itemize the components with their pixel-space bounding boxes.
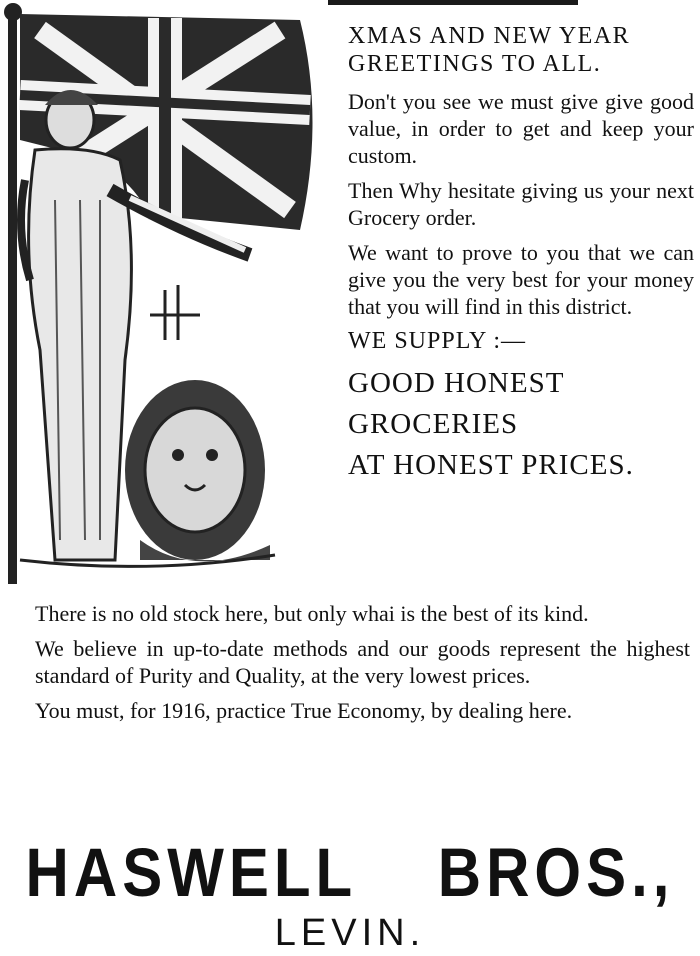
paragraph-methods: We believe in up-to-date methods and our goods represent the highest standard of Purity and Quality, at the very lowest prices.	[35, 636, 690, 688]
ship-masts	[150, 285, 200, 340]
supply-heading: WE SUPPLY :—	[348, 328, 527, 354]
paragraph-prove: We want to prove to you that we can give you the very best for your money that you will find in this district.	[348, 240, 694, 319]
britannia-lion-illustration	[0, 0, 330, 590]
supply-line-2: GROCERIES	[348, 408, 519, 440]
paragraph-hesitate: Then Why hesitate giving us your next Grocery order.	[348, 178, 694, 230]
town-name: LEVIN.	[274, 912, 426, 954]
paragraph-value: Don't you see we must give give good value, in order to get and keep your custom.	[348, 89, 694, 168]
greeting-heading: XMAS AND NEW YEAR GREETINGS TO ALL.	[348, 23, 631, 77]
paragraph-old-stock: There is no old stock here, but only whai is the best of its kind.	[35, 601, 589, 626]
lion	[125, 380, 270, 561]
supply-line-3: AT HONEST PRICES.	[348, 449, 634, 481]
flag-pole	[8, 6, 17, 584]
paragraph-economy: You must, for 1916, practice True Economy, by dealing here.	[35, 698, 573, 723]
right-column	[348, 22, 694, 486]
supply-line-1: GOOD HONEST	[348, 367, 565, 399]
flag-pole-finial	[4, 3, 22, 21]
bottom-text	[35, 600, 690, 732]
firm-name: HASWELL BROS.,	[25, 833, 675, 912]
top-rule	[328, 0, 578, 5]
